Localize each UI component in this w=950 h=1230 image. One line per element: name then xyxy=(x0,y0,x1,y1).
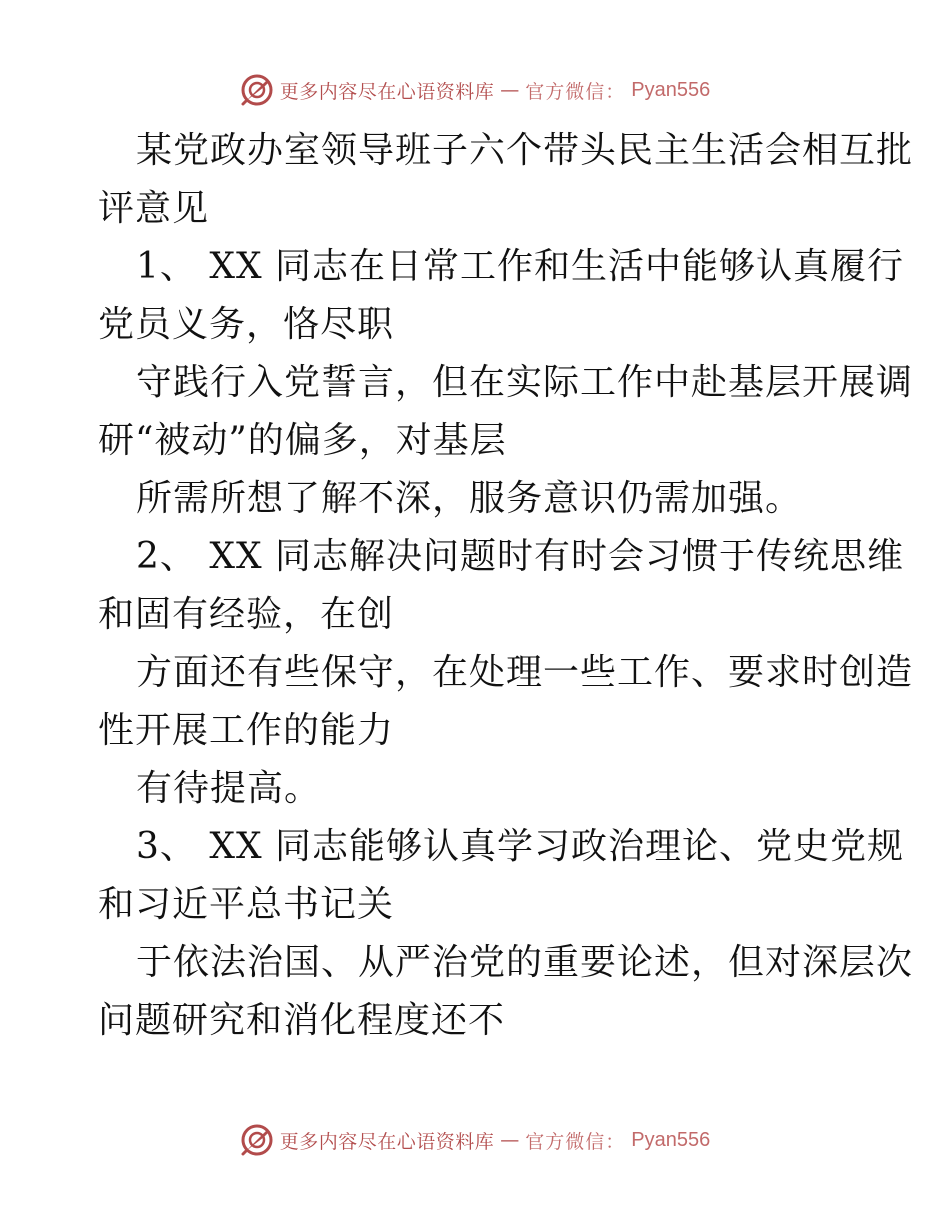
document-title-line-1: 某党政办室领导班子六个带头民主生活会相互批 xyxy=(136,130,914,171)
watermark-wechat-id: Pyan556 xyxy=(631,1128,711,1151)
header-watermark xyxy=(0,70,950,110)
watermark-wechat-label: 官方微信： xyxy=(525,80,626,103)
brand-logo-icon xyxy=(240,1123,274,1157)
paragraph-line: 问题研究和消化程度还不 xyxy=(98,1000,506,1041)
paragraph-line: 性开展工作的能力 xyxy=(98,710,395,751)
watermark-wechat-id: Pyan556 xyxy=(631,78,711,101)
paragraph-line: 研“被动”的偏多，对基层 xyxy=(98,420,507,461)
paragraph-line: 于依法治国、从严治党的重要论述，但对深层次 xyxy=(136,942,914,983)
watermark-text: 更多内容尽在心语资料库 xyxy=(279,1130,495,1153)
paragraph-line: 所需所想了解不深，服务意识仍需加强。 xyxy=(136,478,803,519)
paragraph-line: 有待提高。 xyxy=(136,768,322,809)
watermark-wechat-label: 官方微信： xyxy=(525,1130,626,1153)
paragraph-line: 1、 XX 同志在日常工作和生活中能够认真履行 xyxy=(136,246,905,287)
watermark-text: 更多内容尽在心语资料库 xyxy=(279,80,495,103)
paragraph-line: 守践行入党誓言，但在实际工作中赴基层开展调 xyxy=(136,362,914,403)
document-body xyxy=(98,122,914,1050)
paragraph-line: 2、 XX 同志解决问题时有时会习惯于传统思维 xyxy=(136,536,905,577)
paragraph-line: 党员义务，恪尽职 xyxy=(98,304,395,345)
paragraph-line: 和习近平总书记关 xyxy=(98,884,395,925)
brand-logo-icon xyxy=(240,73,274,107)
document-title-line-2: 评意见 xyxy=(98,188,210,229)
watermark-separator: — xyxy=(500,79,520,101)
footer-watermark xyxy=(0,1120,950,1160)
watermark-separator: — xyxy=(500,1129,520,1151)
paragraph-line: 方面还有些保守，在处理一些工作、要求时创造 xyxy=(136,652,914,693)
paragraph-line: 和固有经验，在创 xyxy=(98,594,395,635)
paragraph-line: 3、 XX 同志能够认真学习政治理论、党史党规 xyxy=(136,826,905,867)
